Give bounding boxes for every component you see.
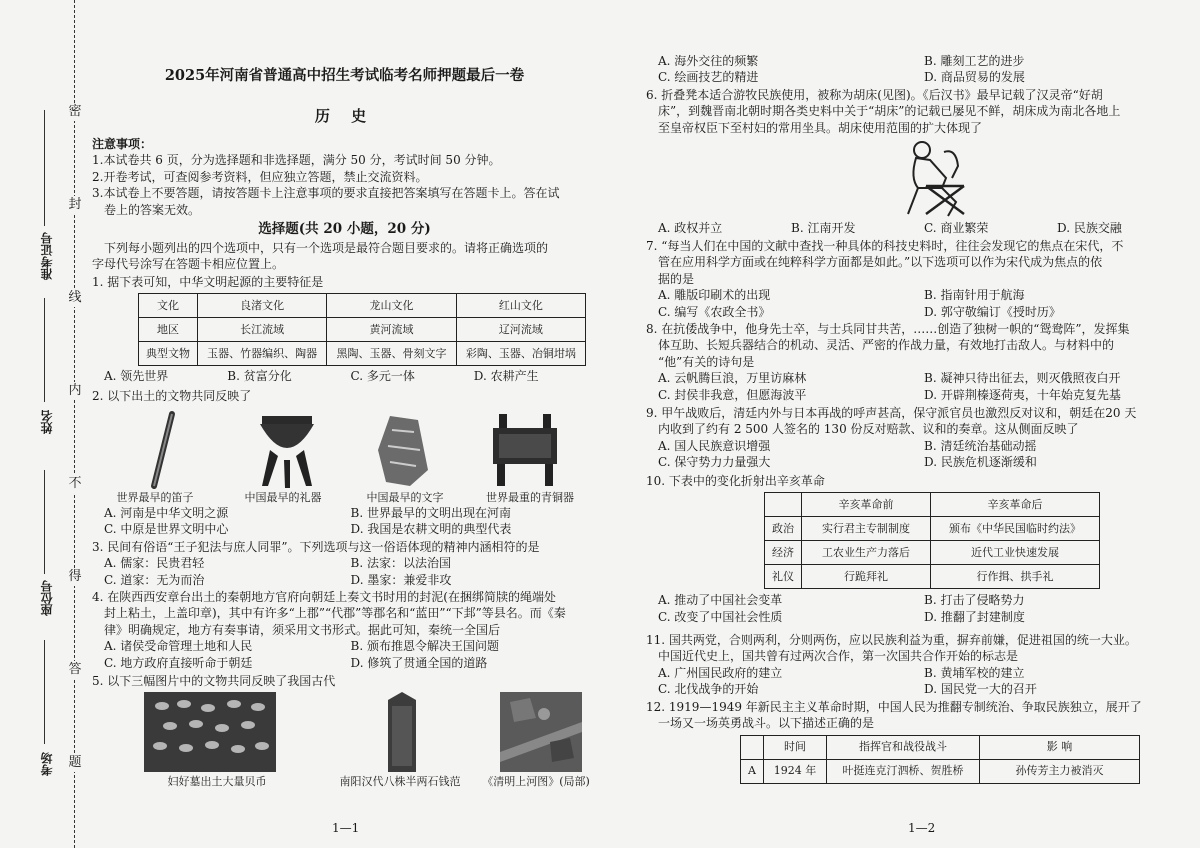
- subject-title: 历 史: [314, 107, 375, 125]
- seal-char: 答: [66, 661, 84, 679]
- option[interactable]: A. 河南是中华文明之源: [104, 506, 229, 520]
- option[interactable]: B. 江南开发: [791, 221, 856, 235]
- table-cell: [765, 493, 802, 517]
- seat-field[interactable]: [44, 470, 45, 574]
- option[interactable]: C. 绘画技艺的精进: [658, 70, 759, 85]
- page-number: 1—2: [908, 821, 936, 835]
- question-stem: “他”有关的诗句是: [658, 354, 755, 369]
- question-stem: 5. 以下三幅图片中的文物共同反映了我国古代: [92, 674, 336, 688]
- option[interactable]: A. 领先世界: [104, 369, 169, 384]
- table-cell: 政治: [765, 517, 802, 541]
- table-cell: 行跪拜礼: [802, 565, 931, 589]
- seal-char: 封: [66, 196, 84, 214]
- qingming-painting-image: [500, 692, 582, 772]
- option[interactable]: B. 贫富分化: [227, 369, 292, 384]
- option[interactable]: C. 编写《农政全书》: [658, 304, 771, 319]
- coin-mold-image: [382, 690, 422, 774]
- option[interactable]: D. 商品贸易的发展: [924, 70, 1025, 85]
- table-cell: 黑陶、玉器、骨刻文字: [327, 342, 456, 366]
- table-cell: A: [741, 759, 764, 783]
- option[interactable]: D. 修筑了贯通全国的道路: [350, 655, 488, 670]
- table-cell: 近代工业快速发展: [931, 541, 1100, 565]
- instruction-line: 字母代号涂写在答题卡相应位置上。: [92, 257, 285, 272]
- exam-id-label: 准考证号: [40, 232, 54, 280]
- image-caption: 中国最早的礼器: [244, 491, 322, 504]
- image-caption: 南阳汉代八株半两石钱范: [339, 775, 461, 788]
- option[interactable]: C. 中原是世界文明中心: [104, 522, 229, 537]
- question-2: [92, 388, 597, 404]
- image-caption: 妇好墓出土大量贝币: [167, 775, 267, 788]
- name-label: 姓名: [40, 410, 54, 434]
- table-cell: 良渚文化: [198, 294, 327, 318]
- option[interactable]: D. 墨家：兼爱非攻: [350, 572, 452, 587]
- instruction-line: 下列每小题列出的四个选项中，只有一个选项是最符合题目要求的。请将正确选项的: [104, 241, 549, 255]
- option[interactable]: C. 商业繁荣: [924, 221, 989, 235]
- question-stem: 床”，到魏晋南北朝时期各类史料中关于“胡床”的记载已屡见不鲜，胡床成为南北各地上: [658, 104, 1121, 119]
- table-cell: 行作揖、拱手礼: [931, 565, 1100, 589]
- question-stem: 1. 据下表可知，中华文明起源的主要特征是: [92, 275, 324, 289]
- table-cell: 经济: [765, 541, 802, 565]
- image-caption: 中国最早的文字: [366, 491, 444, 504]
- question-4: [92, 589, 597, 671]
- question-3: [92, 539, 597, 588]
- table-cell: 指挥官和战役战斗: [827, 735, 980, 759]
- notes: [92, 136, 597, 218]
- option[interactable]: B. 清廷统治基础动摇: [924, 438, 1037, 453]
- table-cell: 叶挺连克汀泗桥、贺胜桥: [827, 759, 980, 783]
- option[interactable]: D. 农耕产生: [473, 369, 539, 384]
- table-cell: 典型文物: [139, 342, 198, 366]
- option[interactable]: D. 推翻了封建制度: [924, 609, 1025, 624]
- seal-char: 得: [66, 568, 84, 586]
- note-item: 3.本试卷上不要答题，请按答题卡上注意事项的要求直接把答案填写在答题卡上。答在试: [92, 186, 560, 201]
- table-cell: 玉器、竹器编织、陶器: [198, 342, 327, 366]
- table-cell: 辽河流域: [456, 318, 585, 342]
- seal-char: 不: [66, 475, 84, 493]
- q10-table: [764, 492, 1100, 589]
- q12-table: [740, 735, 1140, 784]
- option[interactable]: C. 保守势力力量强大: [658, 455, 771, 470]
- table-cell: 辛亥革命后: [931, 493, 1100, 517]
- exam-title: 2025年河南省普通高中招生考试临考名师押题最后一卷: [164, 67, 525, 84]
- note-item: 卷上的答案无效。: [104, 202, 201, 217]
- question-stem: 11. 国共两党，合则两利，分则两伤，应以民族利益为重，摒弃前嫌，促进祖国的统一大业。: [646, 633, 1137, 647]
- table-cell: 礼仪: [765, 565, 802, 589]
- question-8: [646, 321, 1190, 403]
- table-cell: 黄河流域: [327, 318, 456, 342]
- room-field[interactable]: [44, 640, 45, 744]
- question-stem: 封上粘土，上盖印章)，其中有许多“上郡”“代郡”等郡名和“蓝田”“下邽”等县名。而《秦: [104, 606, 566, 621]
- notes-heading: 注意事项：: [92, 137, 153, 151]
- q1-table: [138, 293, 586, 366]
- q2-options: [92, 505, 597, 538]
- question-6: [646, 87, 1190, 136]
- question-stem: 律》明确规定，地方有奏事请，须采用文书形式。据此可知，秦统一全国后: [104, 622, 501, 637]
- note-item: 1.本试卷共 6 页，分为选择题和非选择题，满分 50 分，考试时间 50 分钟。: [92, 153, 501, 168]
- binding-margin: [0, 0, 92, 848]
- option[interactable]: A. 广州国民政府的建立: [658, 665, 783, 680]
- q6-options: [646, 220, 1190, 236]
- name-field[interactable]: [44, 298, 45, 402]
- question-stem: 12. 1919—1949 年新民主主义革命时期，中国人民为推翻专制统治、争取民族独立，展开了: [646, 700, 1142, 714]
- table-cell: 1924 年: [764, 759, 827, 783]
- option[interactable]: C. 改变了中国社会性质: [658, 609, 783, 624]
- option[interactable]: B. 法家：以法治国: [350, 556, 451, 571]
- option[interactable]: A. 政权并立: [658, 221, 723, 235]
- question-stem: 管在应用科学方面或在纯粹科学方面都是如此。”以下选项可以作为宋代成为焦点的依: [658, 255, 1103, 270]
- table-cell: 时间: [764, 735, 827, 759]
- image-caption: 《清明上河图》(局部): [482, 775, 590, 788]
- option[interactable]: C. 封侯非我意，但愿海波平: [658, 387, 807, 402]
- folding-stool-image: [886, 138, 978, 220]
- table-cell: [741, 735, 764, 759]
- ritual-vessel-image: [252, 410, 322, 490]
- seal-char: 密: [66, 103, 84, 121]
- question-stem: 一场又一场英勇战斗。以下描述正确的是: [658, 716, 875, 731]
- room-label: 考场: [40, 752, 54, 776]
- option[interactable]: D. 郭守敬编订《授时历》: [924, 304, 1061, 319]
- option[interactable]: A. 推动了中国社会变革: [658, 593, 783, 608]
- q5-options: [646, 53, 1190, 86]
- option[interactable]: C. 多元一体: [350, 369, 415, 384]
- table-cell: 影 响: [980, 735, 1140, 759]
- table-cell: 孙传芳主力被消灭: [980, 759, 1140, 783]
- question-9: [646, 405, 1190, 471]
- question-stem: 内收到了约有 2 500 人签名的 130 份反对赔款、议和的奏章。这从侧面反映了: [658, 422, 1079, 437]
- cut-line: [74, 0, 75, 848]
- question-12: [646, 699, 1190, 784]
- question-stem: 6. 折叠凳本适合游牧民族使用，被称为胡床(见图)。《后汉书》最早记载了汉灵帝“好胡: [646, 88, 1103, 102]
- image-caption: 世界最重的青铜器: [486, 491, 574, 504]
- bronze-ding-image: [485, 410, 565, 490]
- option[interactable]: B. 世界最早的文明出现在河南: [350, 506, 511, 520]
- table-cell: 工农业生产力落后: [802, 541, 931, 565]
- seal-char: 线: [66, 289, 84, 307]
- section-title: 选择题(共 20 小题，20 分): [258, 221, 431, 237]
- seal-char: 题: [66, 754, 84, 772]
- question-5: [92, 673, 597, 689]
- option[interactable]: D. 我国是农耕文明的典型代表: [350, 522, 512, 537]
- question-stem: 中国近代史上，国共曾有过两次合作，第一次国共合作开始的标志是: [658, 649, 1019, 664]
- question-10: [646, 473, 1190, 625]
- question-7: [646, 238, 1190, 320]
- flute-image: [134, 410, 194, 490]
- option[interactable]: B. 打击了侵略势力: [924, 593, 1025, 608]
- option[interactable]: B. 雕刻工艺的进步: [924, 54, 1025, 68]
- question-stem: 10. 下表中的变化折射出辛亥革命: [646, 474, 825, 488]
- table-cell: 颁布《中华民国临时约法》: [931, 517, 1100, 541]
- shell-money-image: [144, 692, 276, 772]
- table-cell: 龙山文化: [327, 294, 456, 318]
- exam-id-field[interactable]: [44, 110, 45, 226]
- option[interactable]: A. 海外交往的频繁: [658, 54, 759, 68]
- question-stem: 至皇帝权臣下至村妇的常用坐具。胡床使用范围的扩大体现了: [658, 120, 983, 135]
- table-cell: 文化: [139, 294, 198, 318]
- question-11: [646, 632, 1190, 698]
- note-item: 2.开卷考试，可查阅参考资料，但应独立答题，禁止交流资料。: [92, 169, 428, 184]
- option[interactable]: D. 民族交融: [1057, 221, 1122, 235]
- question-stem: 2. 以下出土的文物共同反映了: [92, 389, 252, 403]
- question-stem: 7. “每当人们在中国的文献中查找一种具体的科技史料时，往往会发现它的焦点在宋代，不: [646, 239, 1124, 253]
- question-stem: 8. 在抗倭战争中，他身先士卒，与士兵同甘共苦，……创造了独树一帜的“鸳鸯阵”，发挥集: [646, 322, 1130, 336]
- option[interactable]: B. 凝神只待出征去，则灭俄照夜白开: [924, 371, 1121, 386]
- table-cell: 红山文化: [456, 294, 585, 318]
- seat-label: 座位号: [40, 580, 54, 616]
- table-cell: 长江流域: [198, 318, 327, 342]
- option[interactable]: A. 诸侯受命管理土地和人民: [104, 639, 253, 654]
- option[interactable]: B. 指南针用于航海: [924, 288, 1025, 303]
- table-cell: 地区: [139, 318, 198, 342]
- option[interactable]: D. 国民党一大的召开: [924, 682, 1037, 697]
- question-stem: 3. 民间有俗语“王子犯法与庶人同罪”。下列选项与这一俗语体现的精神内涵相符的是: [92, 540, 540, 554]
- option[interactable]: B. 颁布推恩令解决王国问题: [350, 639, 499, 654]
- option[interactable]: A. 儒家：民贵君轻: [104, 556, 205, 571]
- table-cell: 辛亥革命前: [802, 493, 931, 517]
- question-stem: 4. 在陕西西安章台出土的秦朝地方官府向朝廷上奏文书时用的封泥(在捆绑简牍的绳端处: [92, 590, 556, 604]
- section-instructions: [92, 240, 597, 273]
- option[interactable]: D. 开辟荆榛逐荷夷，十年始克复先基: [924, 387, 1121, 402]
- option[interactable]: B. 黄埔军校的建立: [924, 665, 1025, 680]
- option[interactable]: A. 雕版印刷术的出现: [658, 288, 771, 303]
- option[interactable]: A. 国人民族意识增强: [658, 438, 771, 453]
- question-stem: 体互助、长短兵器结合的机动、灵活、严密的作战力量，有效地打击敌人。与材料中的: [658, 338, 1115, 353]
- oracle-bone-image: [370, 410, 440, 490]
- option[interactable]: D. 民族危机逐渐缓和: [924, 455, 1037, 470]
- table-cell: 实行君主专制制度: [802, 517, 931, 541]
- seal-char: 内: [66, 382, 84, 400]
- table-cell: 彩陶、玉器、冶铜坩埚: [456, 342, 585, 366]
- option[interactable]: C. 地方政府直接听命于朝廷: [104, 655, 253, 670]
- question-stem: 据的是: [658, 271, 695, 286]
- image-caption: 世界最早的笛子: [116, 491, 194, 504]
- option[interactable]: C. 北伐战争的开始: [658, 682, 759, 697]
- q1-options: [92, 368, 597, 384]
- question-stem: 9. 甲午战败后，清廷内外与日本再战的呼声甚高，保守派官员也激烈反对议和，朝廷在20 天: [646, 406, 1137, 420]
- question-1: [92, 274, 597, 385]
- option[interactable]: A. 云帆腾巨浪，万里访麻林: [658, 371, 807, 386]
- option[interactable]: C. 道家：无为而治: [104, 572, 205, 587]
- page-number: 1—1: [332, 821, 360, 835]
